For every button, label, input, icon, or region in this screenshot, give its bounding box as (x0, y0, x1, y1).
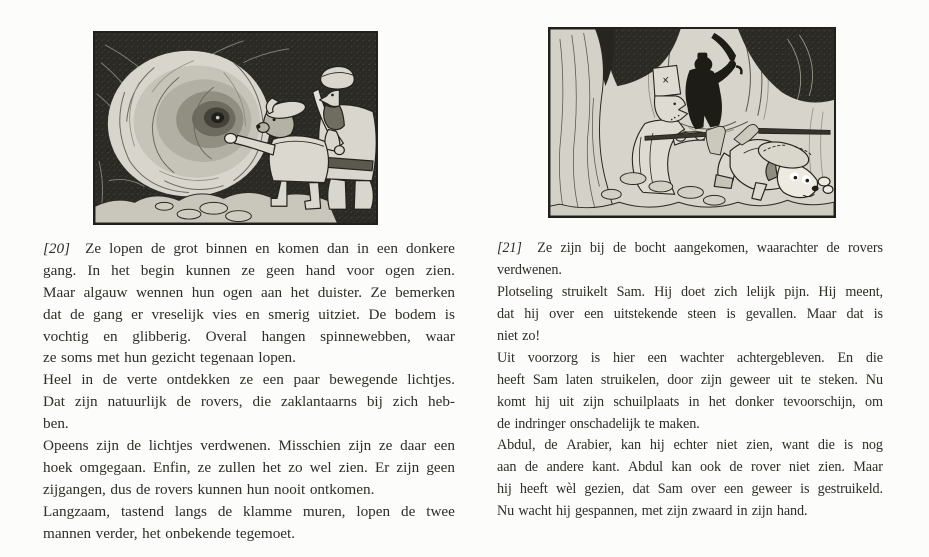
word: indringer (514, 415, 566, 432)
word: bocht (634, 240, 666, 257)
word: verte (126, 371, 158, 389)
word: Sam (657, 481, 683, 498)
word: hoek (43, 458, 73, 476)
word: donker (735, 393, 774, 410)
word: bodem (394, 305, 437, 323)
word: die (817, 437, 835, 454)
word: om (864, 393, 883, 410)
word: dat (497, 306, 515, 323)
word: gevallen. (745, 306, 797, 323)
word: vreselijk (151, 305, 204, 323)
word: is (800, 481, 810, 498)
word: Arabier, (566, 437, 612, 454)
cave-tunnel-drawing (95, 33, 376, 223)
word: is (590, 349, 601, 366)
text-line (43, 435, 455, 457)
word: ze (241, 261, 255, 279)
word: Misschien (278, 436, 341, 454)
word: bij (366, 393, 383, 411)
word: zich (392, 393, 419, 411)
word: de (70, 305, 85, 323)
word: Er (374, 458, 390, 476)
word: met (96, 349, 120, 367)
word: struikelt (561, 284, 608, 301)
word: de (612, 240, 627, 257)
word: zijn (348, 436, 372, 454)
word: rovers, (200, 393, 243, 411)
word: hij (497, 481, 512, 498)
word: bewegende (329, 371, 398, 389)
word: niet (716, 437, 738, 454)
word: voorzorg (527, 349, 578, 366)
word: geen (265, 261, 295, 279)
word: zijn (560, 240, 582, 257)
word: tevoorschijn, (783, 393, 856, 410)
text-line (497, 282, 883, 304)
word: struikelen, (600, 371, 660, 388)
word: waarachter (756, 240, 818, 257)
word: andere (546, 459, 584, 476)
word: de (401, 502, 416, 520)
word: twee (426, 502, 455, 520)
word: achtergebleven. (736, 349, 825, 366)
word: maken. (658, 415, 700, 432)
word: vies (212, 305, 237, 323)
text-line (497, 238, 883, 260)
word: hun (246, 480, 270, 498)
word: hij (535, 393, 550, 410)
word: dus (110, 480, 132, 498)
text-line (43, 260, 455, 282)
word: Ze (85, 239, 102, 257)
word: rovers (848, 240, 883, 257)
word: tegenaan (199, 349, 254, 367)
word: daar (400, 436, 427, 454)
word: te (800, 371, 811, 388)
word: rovers (154, 480, 193, 498)
word: zijn (700, 371, 722, 388)
word: kant. (592, 459, 620, 476)
word: uit (559, 393, 574, 410)
word: glibberig. (132, 327, 191, 345)
word: zo! (522, 328, 540, 344)
word: kunnen (197, 480, 243, 498)
word: komen (277, 239, 319, 257)
word: een (647, 349, 667, 366)
text-line (497, 501, 883, 523)
word: het (142, 524, 161, 542)
word: het (290, 283, 310, 301)
text-line (43, 326, 455, 348)
word: heb- (428, 393, 455, 411)
word: lichtjes. (407, 371, 455, 389)
word: is (873, 306, 883, 323)
text-line (43, 523, 455, 545)
word: komt (497, 393, 526, 410)
word: zijn (396, 458, 420, 476)
text-line (497, 347, 883, 369)
word: hij (524, 306, 539, 323)
word: is (444, 305, 455, 323)
word: spinnewebben, (320, 327, 411, 345)
text-line (497, 413, 883, 435)
text-line (43, 457, 455, 479)
text-line (497, 369, 883, 391)
cave-tunnel-illustration (93, 31, 378, 225)
word: lelijk (746, 284, 776, 301)
text-line (43, 238, 455, 260)
word: gespannen, (574, 503, 638, 520)
word: langs (174, 502, 207, 520)
word: aangekomen, (674, 240, 749, 257)
word: verdwenen. (497, 262, 562, 279)
word: ze (239, 371, 254, 389)
word: en (255, 239, 270, 257)
word: wacht (518, 503, 552, 520)
text-line (43, 282, 455, 304)
word: hij (649, 437, 665, 454)
section-number: [20] (43, 239, 71, 257)
word: gezicht (151, 349, 196, 367)
word: in (688, 393, 700, 410)
text-line (43, 304, 455, 326)
word: aan (497, 459, 517, 476)
word: dat (43, 305, 62, 323)
word: lopen (356, 502, 391, 520)
word: Dat (43, 393, 65, 411)
word: kan (671, 459, 692, 476)
word: want (781, 437, 809, 454)
word: Enfin, (153, 458, 191, 476)
word: de (729, 459, 743, 476)
word: de (524, 459, 539, 476)
word: lopen (109, 239, 143, 257)
word: Nu (865, 371, 883, 388)
word: ze (378, 436, 393, 454)
word: onbekende (165, 524, 232, 542)
word: omgegaan. (79, 458, 146, 476)
word: zich (714, 284, 738, 301)
tunnel-vortex (108, 51, 270, 197)
word: ogen (222, 283, 253, 301)
word: soms (61, 349, 93, 367)
word: muren, (302, 502, 346, 520)
word: steken. (818, 371, 858, 388)
word: nog (861, 437, 883, 454)
word: algauw (83, 283, 128, 301)
text-line (43, 501, 455, 523)
word: schuilplaats (613, 393, 680, 410)
word: wachter (679, 349, 724, 366)
word: dat (846, 306, 864, 323)
word: rover (751, 459, 781, 476)
word: ontdekken (166, 371, 231, 389)
word: aan (261, 283, 283, 301)
word: het (111, 261, 130, 279)
word: hier (612, 349, 635, 366)
word: Langzaam, (43, 502, 111, 520)
word: heeft (497, 371, 525, 388)
word: een (584, 306, 604, 323)
word: uit (778, 371, 793, 388)
word: zijn (666, 503, 688, 520)
word: zien. (338, 458, 368, 476)
word: nooit (274, 480, 306, 498)
word: grot (173, 239, 198, 257)
word: echter (673, 437, 708, 454)
word: laten (565, 371, 593, 388)
word: Uit (497, 349, 515, 366)
word: wennen (135, 283, 184, 301)
word: hangen (261, 327, 306, 345)
word: duister. (317, 283, 362, 301)
word: donkere (406, 239, 455, 257)
word: uitziet. (318, 305, 360, 323)
word: hand (305, 261, 336, 279)
word: smerig (268, 305, 310, 323)
word: ze (43, 349, 57, 367)
word: ontkomen. (309, 480, 375, 498)
word: de (102, 371, 118, 389)
word: hun (124, 349, 147, 367)
word: Opeens (43, 436, 89, 454)
word: Plotseling (497, 284, 553, 301)
text-line (497, 326, 883, 348)
word: er (131, 305, 143, 323)
text-line (43, 369, 455, 391)
word: een (433, 436, 455, 454)
word: zo (288, 458, 303, 476)
word: zaklantaarns (280, 393, 357, 411)
word: waar (425, 327, 455, 345)
word: over (690, 481, 716, 498)
left-page-text (43, 238, 455, 544)
word: zien. (818, 459, 845, 476)
word: hand. (776, 503, 808, 520)
text-line (497, 479, 883, 501)
right-page-text (497, 238, 883, 523)
word: geen (426, 458, 455, 476)
word: pijn. (784, 284, 810, 301)
word: klamme (243, 502, 292, 520)
word: is (726, 306, 736, 323)
word: kan (620, 437, 641, 454)
word: Abdul (627, 459, 663, 476)
word: is (843, 437, 854, 454)
word: lichtjes (148, 436, 193, 454)
text-line (43, 391, 455, 413)
word: begin (140, 261, 175, 279)
word: Sam (532, 371, 558, 388)
word: De (368, 305, 387, 323)
word: hun (191, 283, 215, 301)
tripping-scene-illustration (548, 27, 836, 218)
word: wèl (555, 481, 577, 498)
word: in (81, 371, 94, 389)
word: gang. (43, 261, 77, 279)
word: Ze (537, 240, 553, 257)
word: die (252, 393, 272, 411)
word: En (837, 349, 853, 366)
word: binnen (205, 239, 248, 257)
word: zijn (751, 503, 773, 520)
word: Overal (205, 327, 247, 345)
word: ben. (43, 415, 69, 433)
word: uitstekende (613, 306, 678, 323)
word: gestruikeld. (817, 481, 883, 498)
word: ogen (385, 261, 415, 279)
word: Sam. (616, 284, 645, 301)
word: vochtig (43, 327, 89, 345)
word: dat (632, 481, 650, 498)
section-number: [21] (497, 240, 522, 257)
word: gezien, (584, 481, 625, 498)
word: paar (293, 371, 320, 389)
word: te (644, 415, 655, 432)
word: Abdul, (497, 437, 536, 454)
word: de (217, 502, 233, 520)
word: hij (556, 503, 571, 520)
word: een (262, 371, 284, 389)
word: steen (687, 306, 717, 323)
word: geweer (751, 481, 792, 498)
word: gang (93, 305, 123, 323)
word: die (865, 349, 883, 366)
word: doet (681, 284, 706, 301)
word: onschadelijk (569, 415, 641, 432)
word: zijgangen, (43, 480, 106, 498)
word: de (497, 415, 511, 432)
word: in (357, 239, 369, 257)
text-line (497, 304, 883, 326)
word: door (667, 371, 693, 388)
text-line (497, 435, 883, 457)
word: Maar (853, 459, 883, 476)
word: ook (700, 459, 721, 476)
word: en (103, 327, 118, 345)
word: zien. (425, 261, 455, 279)
word: de (126, 436, 142, 454)
word: niet (788, 459, 810, 476)
text-line (43, 347, 455, 369)
word: Maar (806, 306, 837, 323)
word: ze (197, 458, 212, 476)
word: verdwenen. (200, 436, 271, 454)
word: zijn (74, 393, 98, 411)
word: Nu (497, 503, 515, 520)
word: de (176, 393, 191, 411)
word: Maar (43, 283, 76, 301)
word: geweer (729, 371, 771, 388)
word: meent, (845, 284, 883, 301)
word: zullen (218, 458, 256, 476)
word: kunnen (185, 261, 231, 279)
word: het (262, 458, 282, 476)
word: niet (497, 328, 518, 344)
word: bemerken (395, 283, 455, 301)
word: Heel (43, 371, 72, 389)
tripping-scene-drawing (550, 29, 834, 216)
word: en (245, 305, 260, 323)
word: tegemoet. (235, 524, 296, 542)
word: zwaard (692, 503, 733, 520)
text-line (43, 413, 455, 435)
word: de (136, 480, 151, 498)
word: tastend (120, 502, 164, 520)
word: voor (346, 261, 375, 279)
word: met (641, 503, 663, 520)
text-line (497, 260, 883, 282)
word: de (826, 240, 840, 257)
word: zien, (746, 437, 773, 454)
word: een (376, 239, 398, 257)
text-line (497, 457, 883, 479)
word: Hij (818, 284, 837, 301)
word: zijn (96, 436, 120, 454)
word: heeft (519, 481, 548, 498)
word: natuurlijk (107, 393, 167, 411)
word: verder, (95, 524, 138, 542)
word: het (708, 393, 726, 410)
word: dan (327, 239, 349, 257)
word: een (723, 481, 744, 498)
word: de (150, 239, 166, 257)
word: in (736, 503, 748, 520)
text-line (43, 479, 455, 501)
word: In (87, 261, 101, 279)
word: Ze (370, 283, 387, 301)
word: zijn (583, 393, 605, 410)
text-line (497, 391, 883, 413)
word: bij (589, 240, 605, 257)
word: lopen. (258, 349, 296, 367)
word: wel (309, 458, 332, 476)
word: over (549, 306, 574, 323)
word: mannen (43, 524, 92, 542)
word: Hij (654, 284, 672, 301)
word: de (544, 437, 558, 454)
